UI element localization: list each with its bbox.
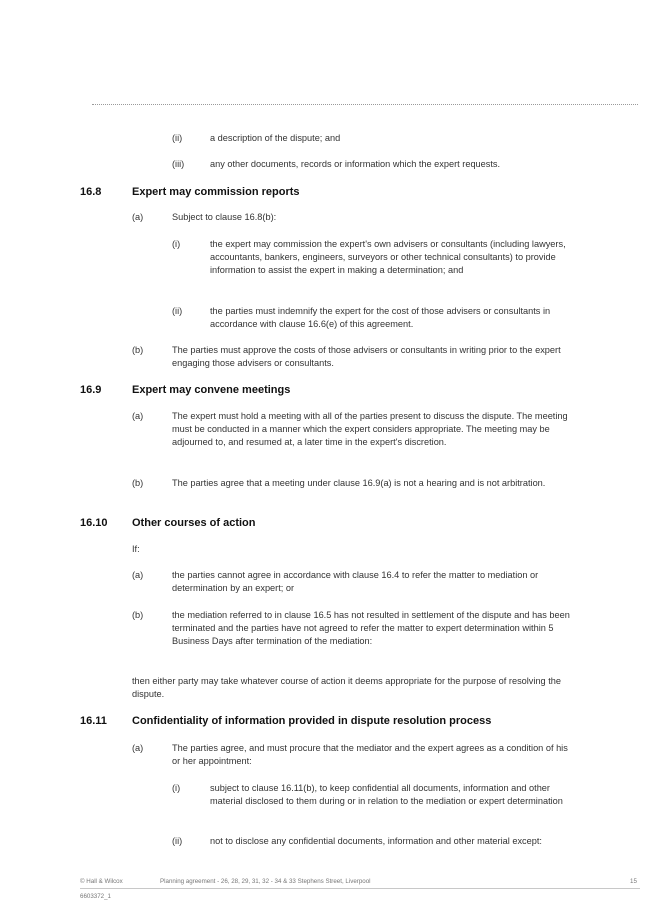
section-title: Confidentiality of information provided in dispute resolution process xyxy=(132,715,492,727)
paragraph: a description of the dispute; and xyxy=(210,133,341,143)
section-number: 16.9 xyxy=(80,384,102,396)
footer-firm: © Hall & Wilcox xyxy=(80,878,123,885)
footer-rule xyxy=(80,888,640,889)
item-label: (ii) xyxy=(172,133,183,143)
paragraph: not to disclose any confidential documents, information and other material except: xyxy=(210,836,542,846)
page-number: 15 xyxy=(630,878,637,885)
section-heading xyxy=(80,516,255,530)
section-heading xyxy=(80,714,491,728)
paragraph: the expert may commission the expert's own advisers or consultants (including lawyers, accountants, bankers, engineers, surveyors or other technical consultants) to provide information to assist the expert in making a determination; and xyxy=(210,239,566,275)
section-title: Expert may convene meetings xyxy=(132,384,291,396)
item-label: (a) xyxy=(132,411,144,421)
paragraph: The expert must hold a meeting with all of the parties present to discuss the dispute. The meeting must be conducted in a manner which the expert considers appropriate. The meeting may be adjourned to, and resumed at, a later time in the expert's discretion. xyxy=(172,411,568,447)
paragraph: The parties agree, and must procure that the mediator and the expert agrees as a condition of his or her appointment: xyxy=(172,743,568,766)
item-label: (i) xyxy=(172,239,181,249)
section-title: Expert may commission reports xyxy=(132,186,300,198)
item-label: (b) xyxy=(132,610,144,620)
section-number: 16.8 xyxy=(80,186,102,198)
paragraph: subject to clause 16.11(b), to keep confidential all documents, information and other material disclosed to them during or in relation to the mediation or expert determination xyxy=(210,783,563,806)
section-number: 16.11 xyxy=(80,715,107,727)
paragraph: Subject to clause 16.8(b): xyxy=(172,212,277,222)
paragraph: the parties cannot agree in accordance with clause 16.4 to refer the matter to mediation or determination by an expert; or xyxy=(172,570,539,593)
document-reference: 6603372_1 xyxy=(80,893,111,900)
item-label: (a) xyxy=(132,212,144,222)
paragraph: The parties agree that a meeting under clause 16.9(a) is not a hearing and is not arbitration. xyxy=(172,478,546,488)
item-label: (a) xyxy=(132,743,144,753)
item-label: (b) xyxy=(132,345,144,355)
section-heading xyxy=(80,185,300,199)
header-dotted-rule xyxy=(92,104,638,105)
item-label: (ii) xyxy=(172,306,183,316)
paragraph: the parties must indemnify the expert for the cost of those advisers or consultants in accordance with clause 16.6(e) of this agreement. xyxy=(210,306,551,329)
section-number: 16.10 xyxy=(80,517,108,529)
paragraph: If: xyxy=(132,544,140,554)
paragraph: then either party may take whatever course of action it deems appropriate for the purpose of resolving the dispute. xyxy=(132,676,561,699)
paragraph: any other documents, records or information which the expert requests. xyxy=(210,159,501,169)
paragraph: The parties must approve the costs of those advisers or consultants in writing prior to the expert engaging those advisers or consultants. xyxy=(172,345,561,368)
item-label: (a) xyxy=(132,570,144,580)
footer-document-title: Planning agreement - 26, 28, 29, 31, 32 - 34 & 33 Stephens Street, Liverpool xyxy=(160,878,371,885)
item-label: (b) xyxy=(132,478,144,488)
item-label: (iii) xyxy=(172,159,185,169)
section-title: Other courses of action xyxy=(132,517,256,529)
section-heading xyxy=(80,383,290,397)
item-label: (i) xyxy=(172,783,181,793)
paragraph: the mediation referred to in clause 16.5 has not resulted in settlement of the dispute and has been terminated and the parties have not agreed to refer the matter to expert determination within 5 Business Days after termination of the mediation: xyxy=(172,610,570,646)
item-label: (ii) xyxy=(172,836,183,846)
